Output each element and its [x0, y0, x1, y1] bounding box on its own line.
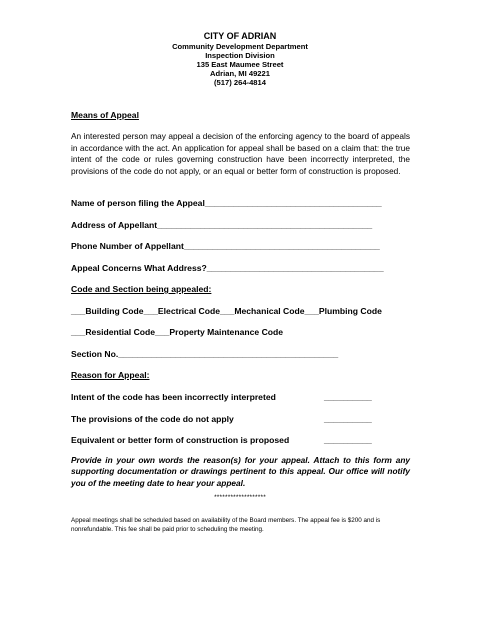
separator: *******************: [214, 494, 266, 501]
reason-blank[interactable]: __________: [324, 435, 372, 445]
city-title: CITY OF ADRIAN: [203, 31, 277, 41]
appeal-address-field[interactable]: Appeal Concerns What Address?_____________________________________: [71, 263, 384, 273]
reason-blank[interactable]: __________: [324, 392, 372, 402]
reason-label: The provisions of the code do not apply: [71, 414, 234, 424]
reason-label: Equivalent or better form of construction is proposed: [71, 435, 290, 445]
code-options-row-1[interactable]: ___Building Code___Electrical Code___Mechanical Code___Plumbing Code: [71, 306, 382, 316]
reason-label: Intent of the code has been incorrectly interpreted: [71, 392, 276, 402]
footer-note: Appeal meetings shall be scheduled based on availability of the Board members. The appeal fee is $200 and is nonrefundable. This fee shall be paid prior to scheduling the meeting.: [71, 517, 381, 533]
appellant-name-field[interactable]: Name of person filing the Appeal_____________________________________: [71, 198, 382, 208]
reason-blank[interactable]: __________: [324, 414, 372, 424]
office-phone: (517) 264-4814: [214, 78, 266, 87]
means-of-appeal-heading: Means of Appeal: [71, 110, 139, 120]
means-of-appeal-paragraph: An interested person may appeal a decision of the enforcing agency to the board of appeals in accordance with the act. An application for appeal shall be based on a claim that: the true intent of the code or rules governing construction have been incorrectly interpreted, the provisions of the code do not apply, or an equal or better form of construction is proposed.: [71, 131, 410, 176]
instructions-paragraph: Provide in your own words the reason(s) for your appeal. Attach to this form any supporting documentation or drawings pertinent to this appeal. Our office will notify you of the meeting date to hear your appeal.: [71, 455, 410, 488]
division-name: Inspection Division: [205, 51, 275, 60]
code-options-row-2[interactable]: ___Residential Code___Property Maintenance Code: [71, 327, 284, 337]
appellant-phone-field[interactable]: Phone Number of Appellant_________________________________________: [71, 241, 380, 251]
city-state-zip: Adrian, MI 49221: [210, 69, 270, 78]
code-section-heading: Code and Section being appealed:: [71, 284, 212, 294]
appellant-address-field[interactable]: Address of Appellant_____________________________________________: [71, 220, 373, 230]
street-address: 135 East Maumee Street: [196, 60, 284, 69]
section-number-field[interactable]: Section No.______________________________________________: [71, 349, 339, 359]
reason-heading: Reason for Appeal:: [71, 370, 150, 380]
department-name: Community Development Department: [172, 42, 308, 51]
